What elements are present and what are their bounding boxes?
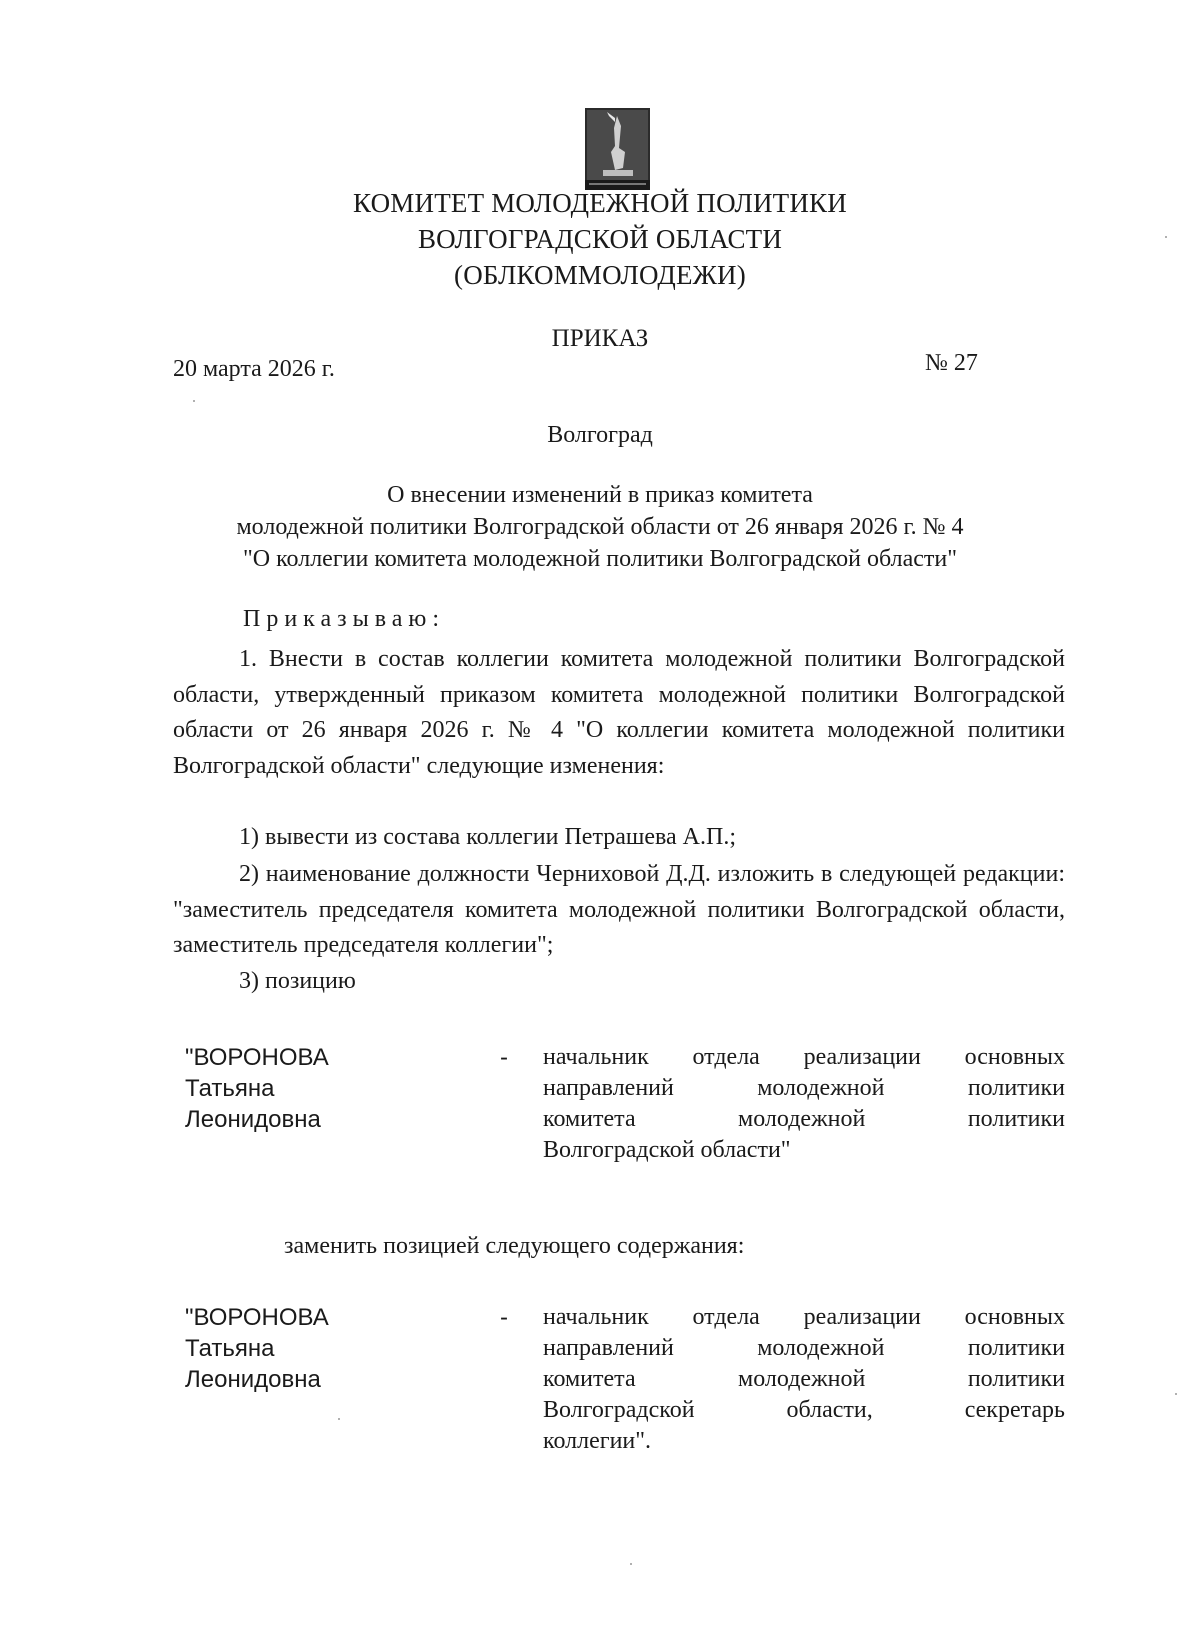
- position-new-line5: коллегии".: [543, 1428, 652, 1454]
- position-old-dash: -: [500, 1044, 508, 1071]
- item-1-paragraph: [173, 642, 1065, 784]
- position-old-line1: начальник отдела реализации основных: [543, 1044, 1065, 1070]
- position-new-surname: "ВОРОНОВА: [185, 1304, 329, 1331]
- item-1-text: 1. Внести в состав коллегии комитета молодежной политики Волгоградской области, утвержденный приказом комитета молодежной политики Волгоградской области от 26 января 2026 г. № 4 "О коллегии комитета молодежной политики Волгоградской области" следующие изменения:: [173, 646, 1065, 779]
- position-new-first-name: Татьяна: [185, 1335, 275, 1362]
- command-word: Приказываю:: [243, 606, 445, 632]
- subject-line1: О внесении изменений в приказ комитета: [387, 482, 813, 508]
- position-new-line2: направлений молодежной политики: [543, 1335, 1065, 1361]
- position-new-line1: начальник отдела реализации основных: [543, 1304, 1065, 1330]
- document-title: ПРИКАЗ: [551, 325, 649, 352]
- organization-name-line2: ВОЛГОГРАДСКОЙ ОБЛАСТИ: [417, 224, 783, 254]
- scan-speck: [338, 1418, 340, 1420]
- position-old-first-name: Татьяна: [185, 1075, 275, 1102]
- position-new-patronymic: Леонидовна: [185, 1366, 321, 1393]
- position-old-surname: "ВОРОНОВА: [185, 1044, 329, 1071]
- subitem-3-text: 3) позицию: [239, 968, 356, 994]
- order-date: 20 марта 2026 г.: [173, 356, 335, 382]
- subject-line3: "О коллегии комитета молодежной политики Волгоградской области": [242, 546, 958, 572]
- subitem-1-text: 1) вывести из состава коллегии Петрашева А.П.;: [239, 824, 737, 850]
- position-old-patronymic: Леонидовна: [185, 1106, 321, 1133]
- scan-speck: [630, 1563, 632, 1565]
- organization-name-line1: КОМИТЕТ МОЛОДЕЖНОЙ ПОЛИТИКИ: [353, 188, 847, 218]
- position-old-line2: направлений молодежной политики: [543, 1075, 1065, 1101]
- scan-speck: [1165, 236, 1167, 238]
- position-old-description: [543, 1042, 1065, 1166]
- order-number: № 27: [925, 350, 978, 376]
- position-old-line3: комитета молодежной политики: [543, 1106, 1065, 1132]
- position-new-line4: Волгоградской области, секретарь: [543, 1397, 1065, 1423]
- scan-speck: [193, 400, 195, 402]
- position-old-line4: Волгоградской области": [543, 1137, 791, 1163]
- position-new-description: [543, 1302, 1065, 1457]
- organization-short-name: (ОБЛКОММОЛОДЕЖИ): [454, 260, 746, 290]
- subitem-2-text: 2) наименование должности Черниховой Д.Д. изложить в следующей редакции: "заместитель председателя комитета молодежной политики Волгоградской области, заместитель председателя коллегии";: [173, 861, 1065, 958]
- scan-speck: [1175, 1393, 1177, 1395]
- subject-line2: молодежной политики Волгоградской области от 26 января 2026 г. № 4: [236, 514, 964, 540]
- position-new-dash: -: [500, 1304, 508, 1331]
- subitem-2-paragraph: [173, 857, 1065, 964]
- subitem-3-paragraph: [173, 964, 1065, 1000]
- subitem-1-paragraph: [173, 820, 1065, 856]
- coat-of-arms-emblem: [585, 108, 650, 190]
- position-new-line3: комитета молодежной политики: [543, 1366, 1065, 1392]
- order-city: Волгоград: [547, 422, 653, 448]
- replace-intro: заменить позицией следующего содержания:: [284, 1233, 745, 1259]
